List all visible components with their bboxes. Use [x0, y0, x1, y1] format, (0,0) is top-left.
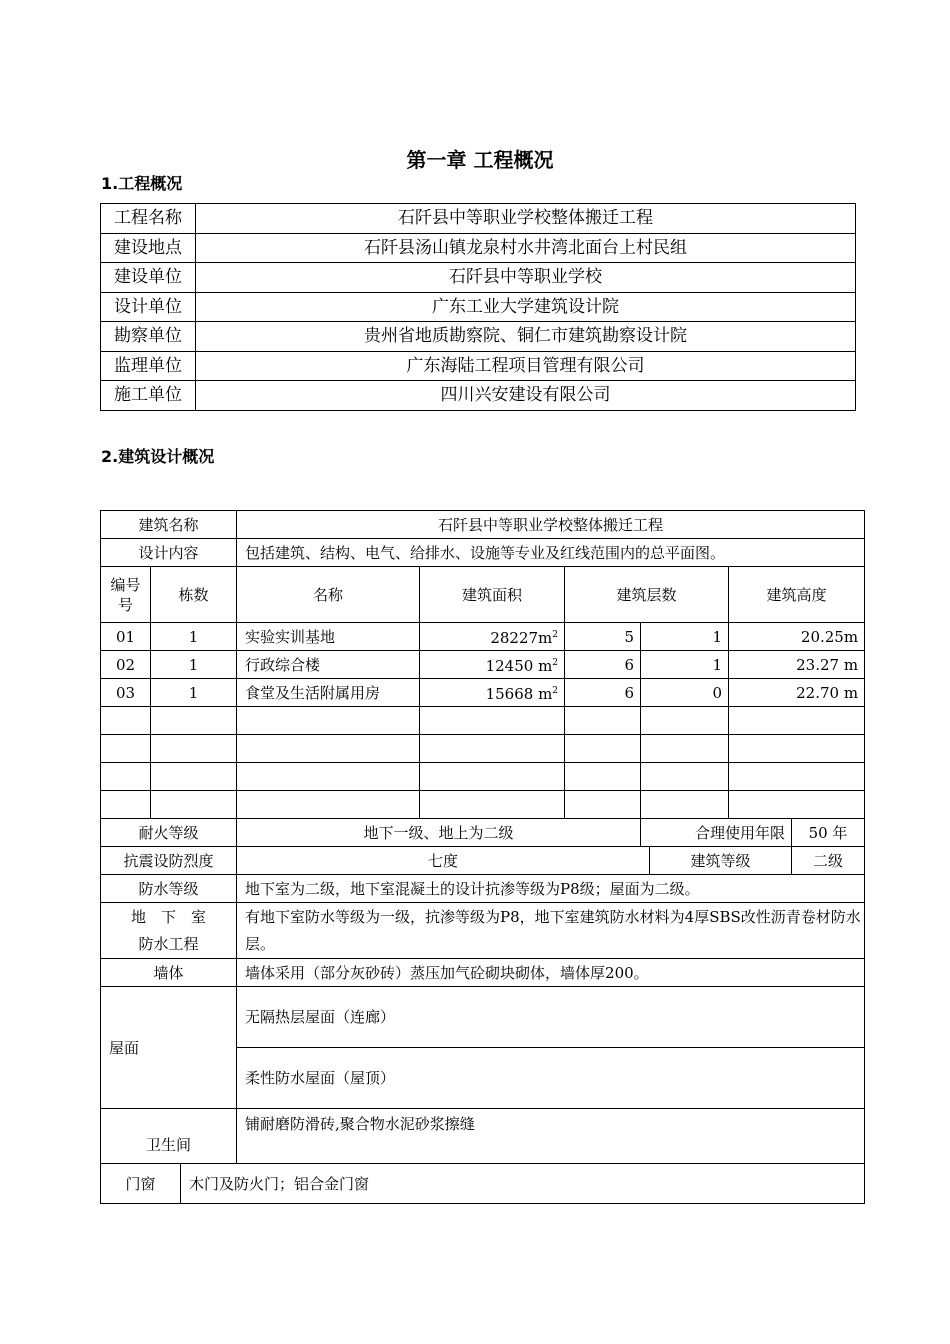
table-row	[101, 1164, 865, 1204]
table-row	[101, 351, 856, 381]
header-number	[101, 567, 151, 623]
header-number-line2: 号	[117, 595, 133, 614]
building-count: 1	[151, 623, 237, 651]
table-row	[101, 875, 865, 903]
table-row	[101, 959, 865, 987]
service-life-label: 合理使用年限	[641, 819, 792, 847]
wall-value: 墙体采用（部分灰砂砖）蒸压加气砼砌块砌体，墙体厚200。	[237, 959, 865, 987]
roof-value-2: 柔性防水屋面（屋顶）	[237, 1048, 865, 1109]
row-value: 四川兴安建设有限公司	[196, 381, 856, 411]
door-label: 门窗	[101, 1164, 181, 1204]
header-name: 名称	[237, 567, 420, 623]
building-area	[420, 651, 565, 679]
table-row	[101, 263, 856, 293]
building-design-table	[100, 510, 865, 1204]
waterproof-value: 地下室为二级，地下室混凝土的设计抗渗等级为P8级；屋面为二级。	[237, 875, 865, 903]
building-area-value: 15668 m	[485, 685, 553, 703]
row-value: 石阡县汤山镇龙泉村水井湾北面台上村民组	[196, 233, 856, 263]
table-row	[101, 903, 865, 959]
floors-below: 0	[641, 679, 729, 707]
table-row	[101, 511, 865, 539]
waterproof-label: 防水等级	[101, 875, 237, 903]
row-value: 广东海陆工程项目管理有限公司	[196, 351, 856, 381]
header-floors: 建筑层数	[565, 567, 729, 623]
building-name-label: 建筑名称	[101, 511, 237, 539]
row-label: 监理单位	[101, 351, 196, 381]
row-value: 贵州省地质勘察院、铜仁市建筑勘察设计院	[196, 322, 856, 352]
table-row	[101, 204, 856, 234]
section-title-building-design: 2.建筑设计概况	[101, 447, 215, 466]
header-count: 栋数	[151, 567, 237, 623]
row-label: 建设单位	[101, 263, 196, 293]
building-name-value: 石阡县中等职业学校整体搬迁工程	[237, 511, 865, 539]
building-count: 1	[151, 651, 237, 679]
row-label: 建设地点	[101, 233, 196, 263]
toilet-value: 铺耐磨防滑砖,聚合物水泥砂浆擦缝	[237, 1109, 865, 1164]
row-label: 施工单位	[101, 381, 196, 411]
design-content-label: 设计内容	[101, 539, 237, 567]
section-title-project-overview: 1.工程概况	[101, 174, 183, 193]
fire-value: 地下一级、地上为二级	[237, 819, 641, 847]
building-no: 02	[101, 651, 151, 679]
table-row	[101, 987, 865, 1048]
service-life-value: 50 年	[792, 819, 865, 847]
row-label: 工程名称	[101, 204, 196, 234]
building-area	[420, 623, 565, 651]
seismic-label: 抗震设防烈度	[101, 847, 237, 875]
roof-value-1: 无隔热层屋面（连廊）	[237, 987, 865, 1048]
table-header-row	[101, 567, 865, 623]
table-row	[101, 679, 865, 707]
floors-below: 1	[641, 623, 729, 651]
table-row	[101, 381, 856, 411]
roof-label: 屋面	[101, 987, 237, 1109]
row-label: 设计单位	[101, 292, 196, 322]
table-row	[101, 539, 865, 567]
building-area-value: 28227m	[490, 629, 553, 647]
table-row	[101, 819, 865, 847]
empty-row	[101, 791, 865, 819]
area-unit-sup: 2	[552, 686, 559, 696]
table-row	[101, 292, 856, 322]
building-height: 20.25m	[729, 623, 865, 651]
building-no: 01	[101, 623, 151, 651]
area-unit-sup: 2	[552, 630, 559, 640]
row-value: 石阡县中等职业学校	[196, 263, 856, 293]
table-row	[101, 651, 865, 679]
floors-above: 6	[565, 679, 641, 707]
building-name: 行政综合楼	[237, 651, 420, 679]
header-area: 建筑面积	[420, 567, 565, 623]
table-row	[101, 1109, 865, 1164]
empty-row	[101, 763, 865, 791]
building-area	[420, 679, 565, 707]
building-no: 03	[101, 679, 151, 707]
basement-label	[101, 903, 237, 959]
row-value: 石阡县中等职业学校整体搬迁工程	[196, 204, 856, 234]
building-area-value: 12450 m	[485, 657, 553, 675]
building-height: 22.70 m	[729, 679, 865, 707]
table-row	[101, 623, 865, 651]
seismic-value: 七度	[237, 847, 650, 875]
table-row	[101, 233, 856, 263]
empty-row	[101, 707, 865, 735]
building-count: 1	[151, 679, 237, 707]
header-height: 建筑高度	[729, 567, 865, 623]
empty-row	[101, 735, 865, 763]
floors-below: 1	[641, 651, 729, 679]
building-grade-value: 二级	[792, 847, 865, 875]
building-grade-label: 建筑等级	[650, 847, 792, 875]
floors-above: 6	[565, 651, 641, 679]
basement-label-line2: 防水工程	[138, 934, 199, 953]
building-name: 实验实训基地	[237, 623, 420, 651]
wall-label: 墙体	[101, 959, 237, 987]
area-unit-sup: 2	[552, 658, 559, 668]
table-row	[101, 847, 865, 875]
design-content-value: 包括建筑、结构、电气、给排水、设施等专业及红线范围内的总平面图。	[237, 539, 865, 567]
basement-label-line1: 地 下 室	[131, 907, 207, 926]
door-value: 木门及防火门；铝合金门窗	[181, 1164, 865, 1204]
header-number-line1: 编号	[110, 575, 141, 594]
fire-label: 耐火等级	[101, 819, 237, 847]
toilet-label: 卫生间	[101, 1109, 237, 1164]
chapter-title: 第一章 工程概况	[406, 148, 554, 172]
floors-above: 5	[565, 623, 641, 651]
table-row	[101, 322, 856, 352]
building-name: 食堂及生活附属用房	[237, 679, 420, 707]
basement-value: 有地下室防水等级为一级，抗渗等级为P8，地下室建筑防水材料为4厚SBS改性沥青卷材防水层。	[237, 903, 865, 959]
project-overview-table	[100, 203, 856, 411]
building-height: 23.27 m	[729, 651, 865, 679]
row-value: 广东工业大学建筑设计院	[196, 292, 856, 322]
row-label: 勘察单位	[101, 322, 196, 352]
